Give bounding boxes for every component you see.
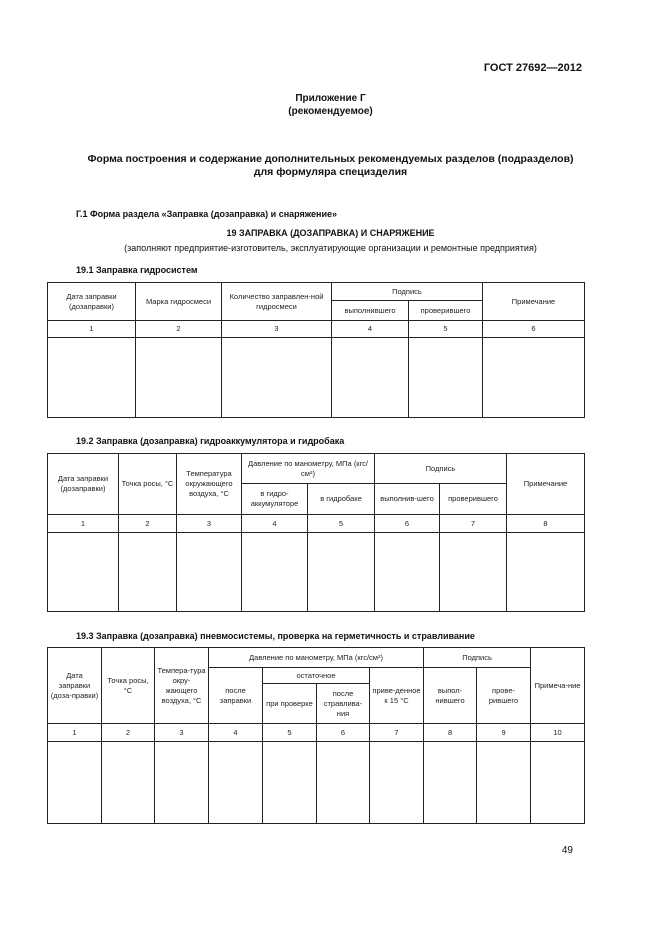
t3-col-num: 3 bbox=[155, 724, 209, 742]
t2-cell[interactable] bbox=[375, 533, 440, 612]
t2-col-num: 1 bbox=[48, 515, 119, 533]
t3-col-num: 6 bbox=[317, 724, 370, 742]
g1-heading: Г.1 Форма раздела «Заправка (дозаправка) и снаряжение» bbox=[76, 209, 338, 219]
form-title-line1: Форма построения и содержание дополнительных рекомендуемых разделов (подразделов) bbox=[87, 153, 574, 165]
t2-cell[interactable] bbox=[177, 533, 242, 612]
t1-header-brand: Марка гидросмеси bbox=[136, 283, 222, 321]
t1-header-date: Дата заправки (дозаправки) bbox=[48, 283, 136, 321]
section-19-note: (заполняют предприятие-изготовитель, эксплуатирующие организации и ремонтные предприятия) bbox=[124, 243, 537, 253]
t2-header-accumulator: в гидро-аккумуляторе bbox=[242, 484, 308, 515]
t1-header-qty: Количество заправлен-ной гидросмеси bbox=[222, 283, 332, 321]
form-title-line2: для формуляра специзделия bbox=[253, 166, 408, 178]
t1-header-note: Примечание bbox=[483, 283, 585, 321]
t3-cell[interactable] bbox=[424, 742, 477, 824]
t3-header-temp: Темпера-тура окру-жающего воздуха, °С bbox=[155, 648, 209, 724]
t1-col-num: 1 bbox=[48, 321, 136, 338]
page-number: 49 bbox=[561, 845, 573, 856]
t3-cell[interactable] bbox=[263, 742, 317, 824]
t3-cell[interactable] bbox=[155, 742, 209, 824]
table-row bbox=[48, 742, 585, 824]
t2-col-num: 8 bbox=[507, 515, 585, 533]
t2-col-num: 6 bbox=[375, 515, 440, 533]
t2-cell[interactable] bbox=[507, 533, 585, 612]
t1-col-num: 3 bbox=[222, 321, 332, 338]
t3-header-date: Дата заправки (доза-правки) bbox=[48, 648, 102, 724]
t3-header-after: после заправки bbox=[209, 668, 263, 724]
t3-header-exec: выпол-нившего bbox=[424, 668, 477, 724]
appendix-title: Приложение Г bbox=[295, 93, 366, 104]
table3-heading: 19.3 Заправка (дозаправка) пневмосистемы, проверка на герметичность и стравливание bbox=[76, 631, 475, 641]
t3-cell[interactable] bbox=[370, 742, 424, 824]
t1-col-num: 4 bbox=[332, 321, 409, 338]
t1-cell[interactable] bbox=[48, 338, 136, 418]
t1-cell[interactable] bbox=[409, 338, 483, 418]
t2-cell[interactable] bbox=[308, 533, 375, 612]
table-19-1 bbox=[47, 282, 585, 418]
t2-header-dew: Точка росы, °С bbox=[119, 454, 177, 515]
t3-cell[interactable] bbox=[209, 742, 263, 824]
t3-col-num: 9 bbox=[477, 724, 531, 742]
t3-header-bleed: после стравлива-ния bbox=[317, 684, 370, 724]
t1-cell[interactable] bbox=[483, 338, 585, 418]
table2-heading: 19.2 Заправка (дозаправка) гидроаккумулятора и гидробака bbox=[76, 436, 345, 446]
t1-cell[interactable] bbox=[332, 338, 409, 418]
table-row bbox=[48, 338, 585, 418]
t2-header-tank: в гидробаке bbox=[308, 484, 375, 515]
t3-header-pressure: Давление по манометру, МПа (кгс/см²) bbox=[209, 648, 424, 668]
t2-col-num: 4 bbox=[242, 515, 308, 533]
form-title bbox=[40, 153, 621, 179]
t3-cell[interactable] bbox=[102, 742, 155, 824]
t2-header-check: проверившего bbox=[440, 484, 507, 515]
t3-header-note: Примеча-ние bbox=[531, 648, 585, 724]
t2-header-note: Примечание bbox=[507, 454, 585, 515]
t3-header-residual: остаточное bbox=[263, 668, 370, 684]
t3-header-reduced: приве-денное к 15 °С bbox=[370, 668, 424, 724]
appendix-heading bbox=[0, 92, 661, 118]
t1-col-num: 6 bbox=[483, 321, 585, 338]
standard-number: ГОСТ 27692—2012 bbox=[483, 62, 582, 74]
t2-col-num: 3 bbox=[177, 515, 242, 533]
t2-cell[interactable] bbox=[119, 533, 177, 612]
t2-cell[interactable] bbox=[48, 533, 119, 612]
t1-cell[interactable] bbox=[136, 338, 222, 418]
t2-header-temp: Температура окружающего воздуха, °С bbox=[177, 454, 242, 515]
table-19-3 bbox=[47, 647, 585, 824]
t3-col-num: 2 bbox=[102, 724, 155, 742]
t1-col-num: 5 bbox=[409, 321, 483, 338]
t2-col-num: 7 bbox=[440, 515, 507, 533]
t3-col-num: 4 bbox=[209, 724, 263, 742]
t3-col-num: 1 bbox=[48, 724, 102, 742]
t2-cell[interactable] bbox=[440, 533, 507, 612]
t2-cell[interactable] bbox=[242, 533, 308, 612]
t3-cell[interactable] bbox=[48, 742, 102, 824]
t3-col-num: 10 bbox=[531, 724, 585, 742]
t3-col-num: 8 bbox=[424, 724, 477, 742]
table-row bbox=[48, 533, 585, 612]
table-19-2 bbox=[47, 453, 585, 612]
t3-cell[interactable] bbox=[317, 742, 370, 824]
appendix-subtitle: (рекомендуемое) bbox=[288, 106, 373, 117]
t3-cell[interactable] bbox=[477, 742, 531, 824]
t3-header-sign: Подпись bbox=[424, 648, 531, 668]
t1-header-check: проверившего bbox=[409, 301, 483, 321]
section-19-title: 19 ЗАПРАВКА (ДОЗАПРАВКА) И СНАРЯЖЕНИЕ bbox=[226, 228, 435, 238]
t2-col-num: 2 bbox=[119, 515, 177, 533]
t1-header-exec: выполнившего bbox=[332, 301, 409, 321]
t3-header-check: прове-рившего bbox=[477, 668, 531, 724]
t2-header-sign: Подпись bbox=[375, 454, 507, 484]
t2-header-exec: выполнив-шего bbox=[375, 484, 440, 515]
t3-header-dew: Точка росы, °С bbox=[102, 648, 155, 724]
t3-col-num: 5 bbox=[263, 724, 317, 742]
t2-header-pressure: Давление по манометру, МПа (кгс/см²) bbox=[242, 454, 375, 484]
t1-header-sign: Подпись bbox=[332, 283, 483, 301]
t2-col-num: 5 bbox=[308, 515, 375, 533]
t3-cell[interactable] bbox=[531, 742, 585, 824]
t1-col-num: 2 bbox=[136, 321, 222, 338]
t1-cell[interactable] bbox=[222, 338, 332, 418]
t3-header-on-check: при проверке bbox=[263, 684, 317, 724]
t3-col-num: 7 bbox=[370, 724, 424, 742]
table1-heading: 19.1 Заправка гидросистем bbox=[76, 265, 198, 275]
t2-header-date: Дата заправки (дозаправки) bbox=[48, 454, 119, 515]
